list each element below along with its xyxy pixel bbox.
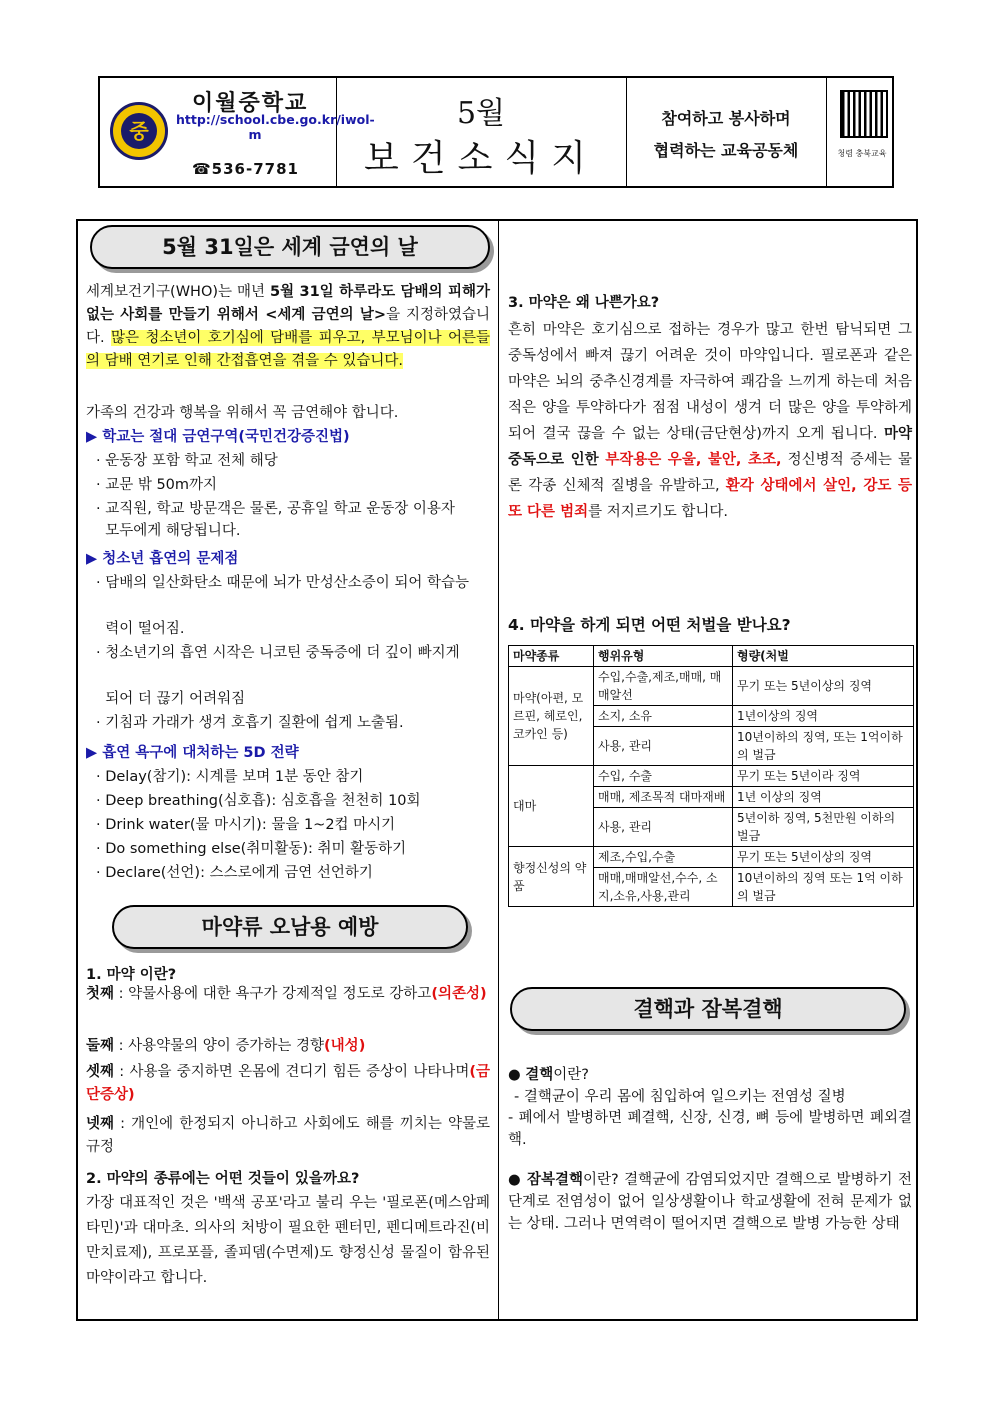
list-item: 력이 떨어짐. — [96, 621, 185, 637]
table-header: 형량(처벌 — [733, 646, 914, 667]
latent-tb-term: 잠복결핵 — [526, 1172, 583, 1188]
definition-label: 셋째 — [86, 1064, 115, 1080]
table-cell: 매매,매매알선,수수, 소지,소유,사용,관리 — [594, 868, 733, 907]
newsletter-title: 보건소식지 — [364, 138, 598, 179]
list-item: · 청소년기의 흡연 시작은 니코틴 중독증에 더 깊이 빠지게 — [96, 645, 460, 661]
why-bad-text-f: 를 저지르기도 합니다. — [588, 504, 729, 520]
table-cell: 10년이하의 징역 또는 1억 이하의 벌금 — [733, 868, 914, 907]
qr-label: 청렴 충북교육 — [837, 149, 887, 158]
intro-text-c: 을 지정하였습니다. — [86, 307, 490, 346]
banner-tuberculosis: 결핵과 잠복결핵 — [510, 987, 906, 1031]
question-drug-types: 2. 마약의 종류에는 어떤 것들이 있을까요? — [86, 1171, 360, 1187]
table-cell: 10년이하의 징역, 또는 1억이하의 벌금 — [733, 727, 914, 766]
latent-tb-paragraph — [508, 1169, 912, 1235]
school-phone: ☎536-7781 — [192, 160, 299, 178]
table-row — [509, 847, 914, 868]
section-youth-smoking: ▶ 청소년 흡연의 문제점 — [86, 551, 239, 567]
definition-tag: (내성) — [324, 1038, 366, 1054]
drug-category: 마약(아편, 모르핀, 헤로인, 코카인 등) — [509, 667, 594, 766]
tb-suffix: 이란? — [553, 1067, 589, 1083]
question-what-is-drug: 1. 마약 이란? — [86, 967, 177, 983]
motto-line-1: 참여하고 봉사하며 — [661, 109, 791, 128]
why-bad-text-b: 마약 중독으로 인한 — [508, 426, 912, 468]
newsletter-header — [98, 76, 894, 188]
definition-1 — [86, 983, 490, 1006]
table-cell: 5년이하 징역, 5천만원 이하의 벌금 — [733, 808, 914, 847]
definition-tag: (금단증상) — [86, 1064, 490, 1103]
qr-code-icon[interactable] — [840, 90, 888, 138]
drug-category: 향정신성의 약품 — [509, 847, 594, 907]
drug-types-paragraph: 가장 대표적인 것은 '백색 공포'라고 불리 우는 '필로폰(메스암페타민)'과 대마초. 의사의 처방이 필요한 펜터민, 펜디메트라진(비만치료제), 프로포플, 졸피뎀(수면제)도 향정신성 물질이 함유된 마약이라고 합니다. — [86, 1195, 490, 1286]
table-cell: 소지, 소유 — [594, 706, 733, 727]
list-item: 되어 더 끊기 어려워짐 — [96, 691, 246, 707]
table-cell: 무기 또는 5년이상의 징역 — [733, 667, 914, 706]
list-item: · Do something else(취미활동): 취미 활동하기 — [96, 841, 407, 857]
why-bad-crime: 환각 상태에서 살인, 강도 등 또 다른 범죄 — [508, 478, 913, 520]
school-name: 이월중학교 — [192, 91, 309, 116]
banner-drug-prevention: 마약류 오남용 예방 — [112, 905, 468, 949]
list-item: · Delay(참기): 시계를 보며 1분 동안 참기 — [96, 769, 364, 785]
list-item: · Drink water(물 마시기): 물을 1~2컵 마시기 — [96, 817, 396, 833]
table-header: 마약종류 — [509, 646, 594, 667]
definition-tag: (의존성) — [431, 986, 487, 1002]
definition-label: 둘째 — [86, 1038, 115, 1054]
issue-month: 5월 — [456, 96, 506, 131]
column-divider — [498, 221, 499, 1319]
definition-text: : 약물사용에 대한 욕구가 강제적일 정도로 강하고 — [114, 986, 432, 1002]
latent-tb-text: 이란? 결핵균에 감염되었지만 결핵으로 발병하기 전 단계로 전염성이 없어 일상생활이나 학교생활에 전혀 문제가 없는 상태. 그러나 면역력이 떨어지면 결핵으로 발병 가능한 상태 — [508, 1172, 913, 1232]
punishment-table — [508, 645, 914, 907]
list-item: - 결핵균이 우리 몸에 침입하여 일으키는 전염성 질병 — [514, 1089, 846, 1105]
table-cell: 사용, 관리 — [594, 808, 733, 847]
definition-2 — [86, 1035, 490, 1058]
table-cell: 사용, 관리 — [594, 727, 733, 766]
definition-3 — [86, 1061, 490, 1107]
list-item: - 폐에서 발병하면 폐결핵, 신장, 신경, 뼈 등에 발병하면 폐외결핵. — [508, 1110, 912, 1148]
table-cell: 제조,수입,수출 — [594, 847, 733, 868]
table-cell: 무기 또는 5년이라 징역 — [733, 766, 914, 787]
list-item: · 담배의 일산화탄소 때문에 뇌가 만성산소증이 되어 학습능 — [96, 575, 470, 591]
table-cell: 1년 이상의 징역 — [733, 787, 914, 808]
title-block — [336, 78, 627, 186]
table-cell: 매매, 제조목적 대마재배 — [594, 787, 733, 808]
table-cell: 수입,수출,제조,매매, 매매알선 — [594, 667, 733, 706]
question-punishment: 4. 마약을 하게 되면 어떤 처벌을 받나요? — [508, 616, 791, 634]
school-url[interactable]: http://school.cbe.go.kr/iwol-m — [176, 112, 375, 142]
question-why-bad: 3. 마약은 왜 나쁜가요? — [508, 295, 660, 311]
motto-line-2: 협력하는 교육공동체 — [653, 141, 799, 160]
intro-paragraph — [86, 281, 490, 373]
definition-text: : 사용약물의 양이 증가하는 경향 — [114, 1038, 325, 1054]
intro-text-b: 5월 31일 하루라도 담배의 피해가 없는 사회를 만들기 위해서 <세계 금연의 날> — [86, 284, 490, 323]
table-header-row — [509, 646, 914, 667]
qr-block — [826, 78, 892, 186]
list-item: · Declare(선언): 스스로에게 금연 선언하기 — [96, 865, 373, 881]
table-row — [509, 766, 914, 787]
definition-label: 첫째 — [86, 986, 115, 1002]
list-item: · 기침과 가래가 생겨 호흡기 질환에 쉽게 노출됨. — [96, 715, 404, 731]
why-bad-text-d: 정신병적 증세는 물론 각종 신체적 질병을 유발하고, — [508, 452, 912, 494]
table-cell: 수입, 수출 — [594, 766, 733, 787]
why-bad-paragraph — [508, 317, 912, 525]
table-cell: 1년이상의 징역 — [733, 706, 914, 727]
why-bad-text-a: 흔히 마약은 호기심으로 접하는 경우가 많고 한번 탐닉되면 그 중독성에서 빠져 끊기 어려운 것이 마약입니다. 필로폰과 같은 마약은 뇌의 중추신경계를 자극하여 쾌감을 느끼게 하는데 처음 적은 양을 투약하다가 점점 내성이 생겨 더 많은 양을 투약하게 되어 결국 끊을 수 없는 상태(금단현상)까지 오게 됩니다. — [508, 322, 912, 442]
table-header: 행위유형 — [594, 646, 733, 667]
list-item: · 교직원, 학교 방문객은 물론, 공휴일 학교 운동장 이용자 — [96, 501, 455, 517]
definition-label: 넷째 — [86, 1116, 115, 1132]
bullet-icon: ● — [508, 1067, 526, 1083]
intro-highlight: 많은 청소년이 호기심에 담배를 피우고, 부모님이나 어른들의 담배 연기로 인해 간접흡연을 겪을 수 있습니다. — [86, 330, 490, 369]
section-5d-strategy: ▶ 흡연 욕구에 대처하는 5D 전략 — [86, 745, 299, 761]
intro-closing: 가족의 건강과 행복을 위해서 꼭 금연해야 합니다. — [86, 405, 399, 421]
definition-4 — [86, 1113, 490, 1159]
table-row — [509, 667, 914, 706]
table-cell: 무기 또는 5년이상의 징역 — [733, 847, 914, 868]
list-item: 모두에게 해당됩니다. — [96, 523, 241, 539]
school-info — [100, 78, 375, 186]
section-no-smoking-zone: ▶ 학교는 절대 금연구역(국민건강증진법) — [86, 429, 350, 445]
main-content — [76, 219, 918, 1321]
bullet-icon: ● — [508, 1172, 527, 1188]
intro-text-a: 세계보건기구(WHO)는 매년 — [86, 284, 270, 300]
list-item: · 운동장 포함 학교 전체 해당 — [96, 453, 278, 469]
banner-no-smoking-day: 5월 31일은 세계 금연의 날 — [90, 225, 490, 269]
definition-text: : 사용을 중지하면 온몸에 견디기 힘든 증상이 나타나며 — [114, 1064, 470, 1080]
definition-text: : 개인에 한정되지 아니하고 사회에도 해를 끼치는 약물로 규정 — [86, 1116, 490, 1155]
list-item: · 교문 밖 50m까지 — [96, 477, 218, 493]
list-item: · Deep breathing(심호흡): 심호흡을 천천히 10회 — [96, 793, 421, 809]
tb-term: 결핵 — [525, 1067, 554, 1083]
school-emblem-icon: 중 — [110, 102, 168, 160]
motto-block — [626, 78, 827, 186]
drug-category: 대마 — [509, 766, 594, 847]
why-bad-side-effects: 부작용은 우울, 불안, 초조, — [605, 452, 782, 468]
tb-heading — [508, 1063, 589, 1084]
